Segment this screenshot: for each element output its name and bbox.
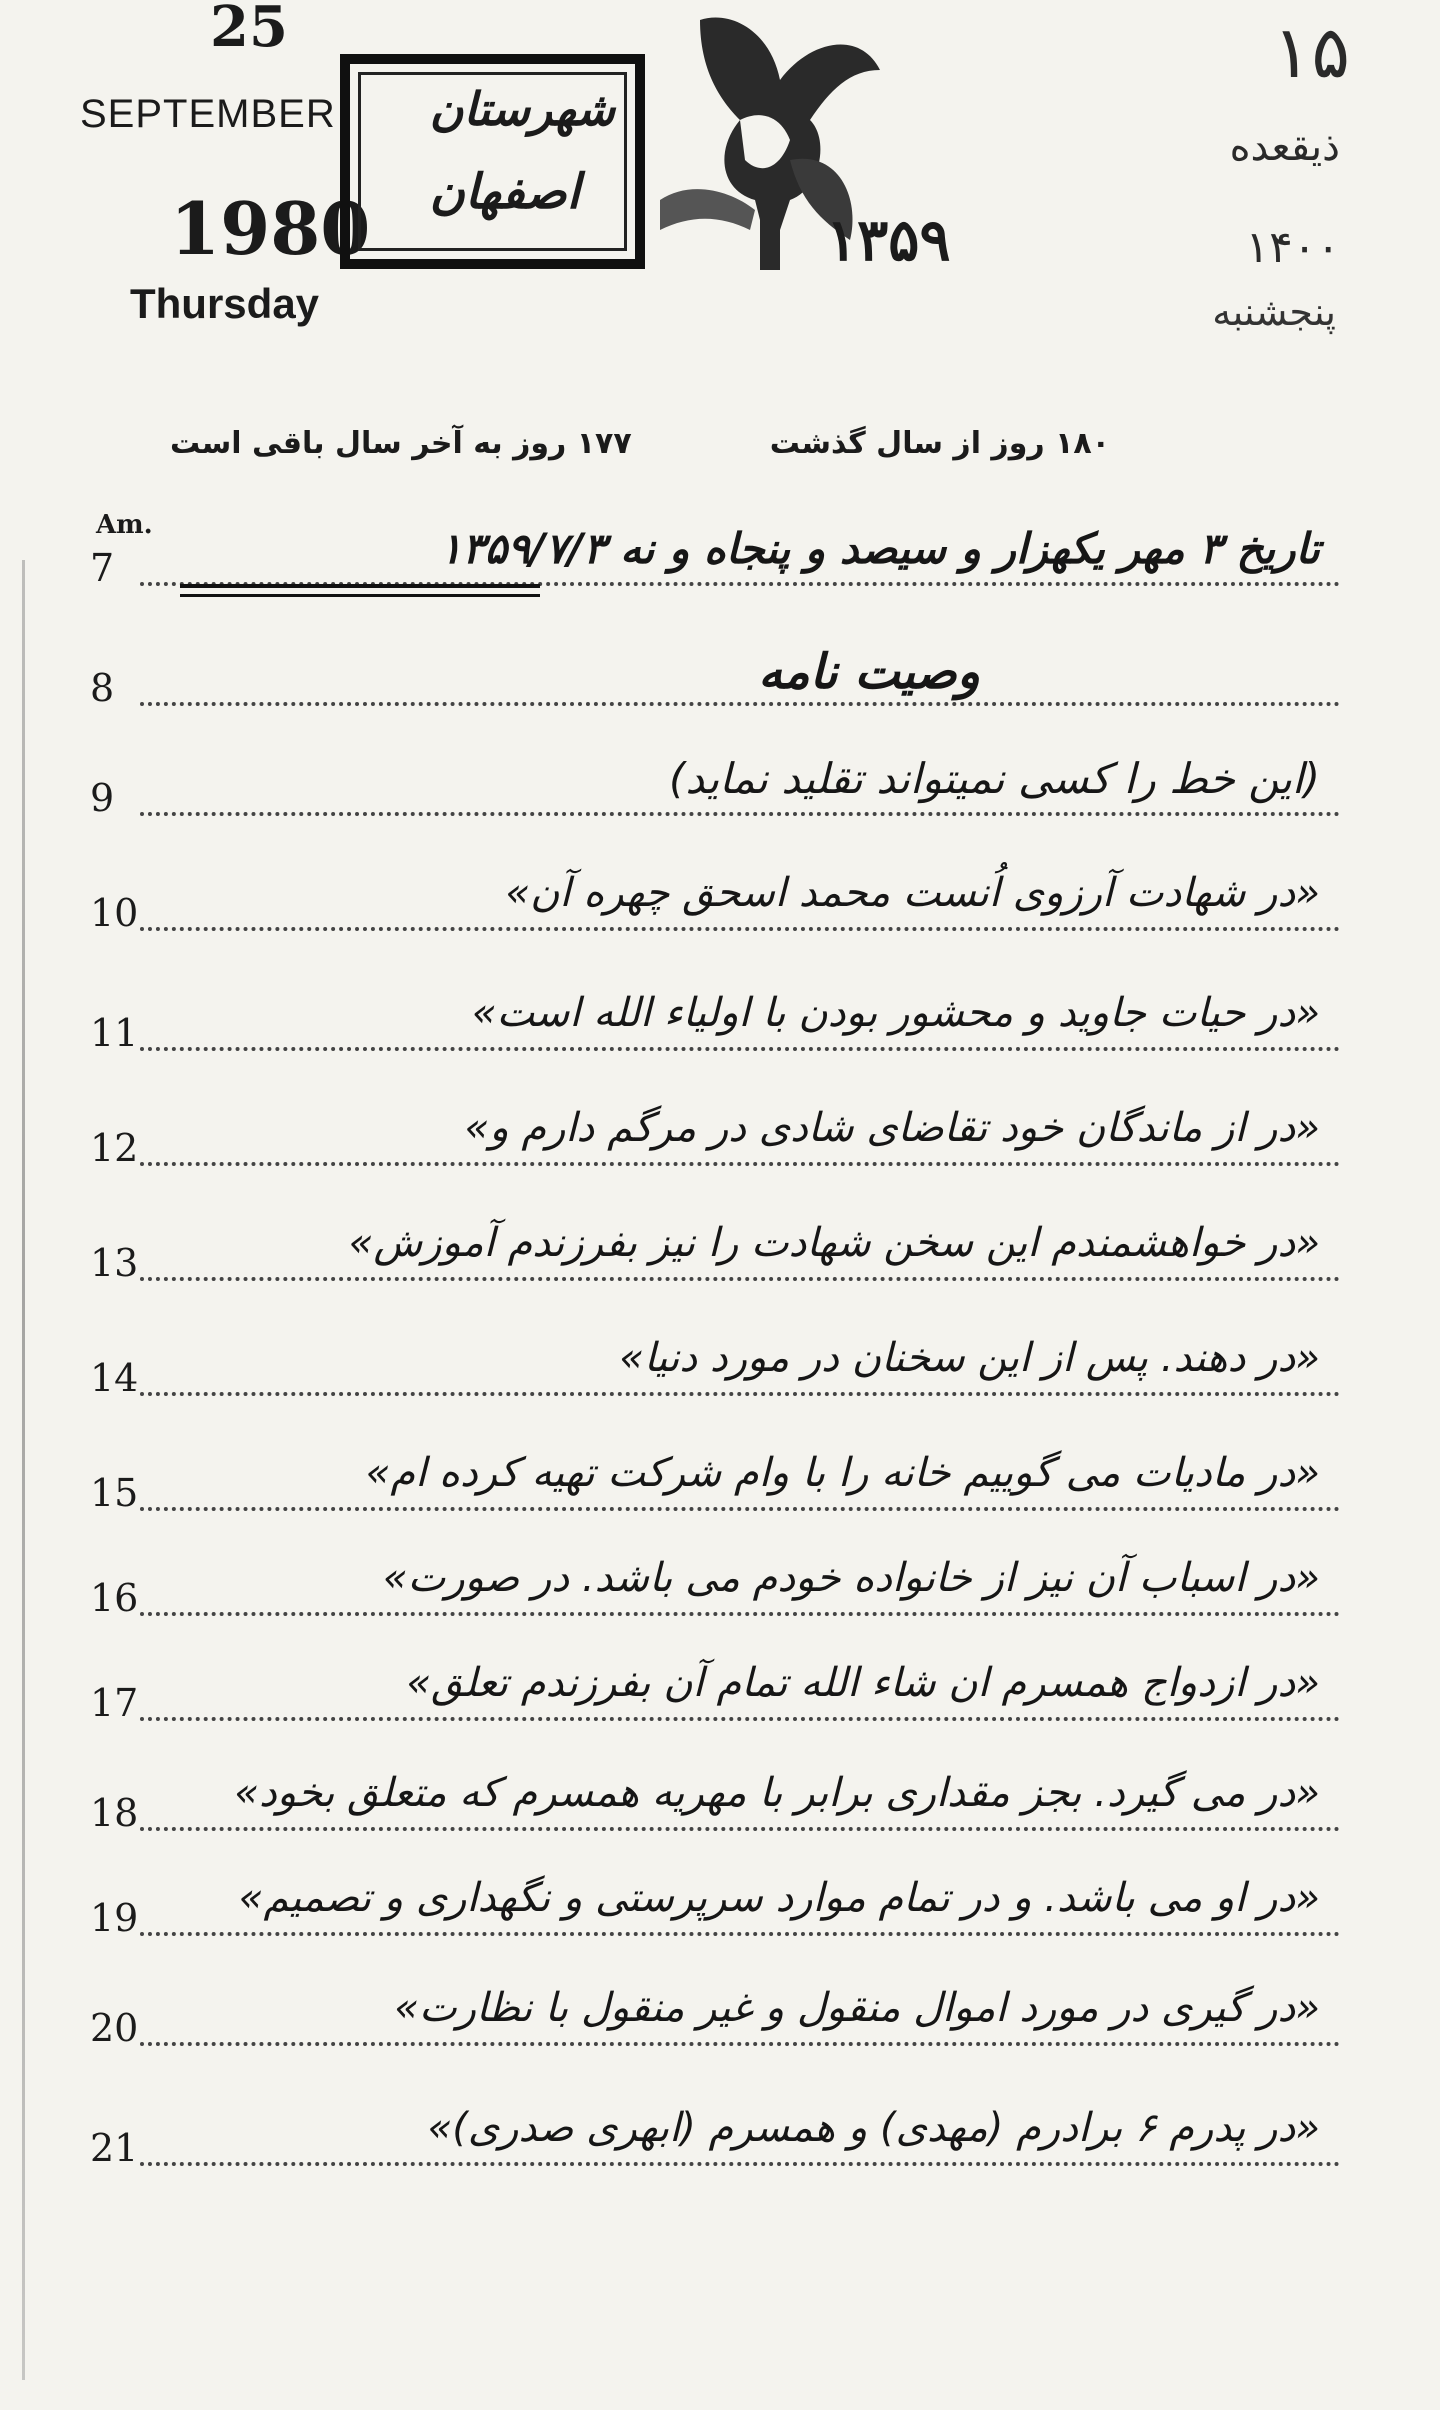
days-remaining-text: ۱۷۷ روز به آخر سال باقی است (170, 426, 632, 461)
line-number: 7 (90, 546, 115, 590)
line-number: 21 (90, 2126, 139, 2170)
line-number: 20 (90, 2006, 139, 2050)
handwritten-text: «در از ماندگان خود تقاضای شادی در مرگم دارم و» (464, 1105, 1320, 1151)
handwritten-text: «در گیری در مورد اموال منقول و غیر منقول با نظارت» (394, 1985, 1320, 2031)
diary-line (80, 1450, 1380, 1525)
dotted-rule (140, 812, 1340, 816)
diary-line (80, 644, 1380, 720)
gregorian-day: 25 (210, 0, 288, 60)
handwritten-text: «در اسباب آن نیز از خانواده خودم می باشد. در صورت» (383, 1555, 1320, 1601)
page-edge-line (22, 560, 25, 2380)
diary-line (80, 754, 1380, 830)
diary-line (80, 1660, 1380, 1735)
dotted-rule (140, 1392, 1340, 1396)
dotted-rule (140, 1047, 1340, 1051)
persian-weekday: پنجشنبه (1212, 290, 1336, 334)
dotted-rule (140, 1277, 1340, 1281)
line-number: 14 (90, 1356, 139, 1400)
diary-line (80, 1220, 1380, 1295)
dotted-rule (140, 927, 1340, 931)
hijri-month: ذیقعده (1229, 124, 1340, 170)
handwritten-text: وصیت نامه (758, 644, 980, 700)
diary-line (80, 870, 1380, 945)
days-passed-text: ۱۸۰ روز از سال گذشت (769, 426, 1110, 461)
dotted-rule (140, 1507, 1340, 1511)
stamp-line-name: اصفهان (429, 164, 580, 220)
hijri-day: ۱۵ (1272, 10, 1350, 94)
dotted-rule (140, 1932, 1340, 1936)
line-number: 18 (90, 1791, 139, 1835)
gregorian-month: SEPTEMBER (80, 92, 336, 136)
line-number: 12 (90, 1126, 139, 1170)
handwritten-text: «در دهند. پس از این سخنان در مورد دنیا» (619, 1335, 1320, 1381)
dotted-rule (140, 1162, 1340, 1166)
line-number: 11 (90, 1011, 139, 1055)
dotted-rule (140, 2162, 1340, 2166)
diary-line (80, 990, 1380, 1065)
am-label: Am. (96, 510, 153, 540)
hijri-year: ۱۴۰۰ (1245, 222, 1340, 273)
line-number: 16 (90, 1576, 139, 1620)
date-underline (180, 584, 540, 588)
dotted-rule (140, 1827, 1340, 1831)
line-number: 8 (90, 666, 115, 710)
diary-line (80, 2105, 1380, 2180)
handwritten-text: «در مادیات می گوییم خانه را با وام شرکت تهیه کرده ام» (365, 1450, 1320, 1496)
diary-line (80, 1105, 1380, 1180)
line-number: 10 (90, 891, 139, 935)
handwritten-text: تاریخ ۳ مهر یکهزار و سیصد و پنجاه و نه ۱۳۵۹/۷/۳ (439, 524, 1320, 573)
stamp-line-city: شهرستان (429, 82, 615, 136)
diary-line (80, 1555, 1380, 1630)
handwritten-text: «در شهادت آرزوی اُنست محمد اسحق چهره آن» (505, 870, 1320, 916)
persian-year: ۱۳۵۹ (826, 206, 951, 274)
line-number: 19 (90, 1896, 139, 1940)
handwritten-text: «در خواهشمندم این سخن شهادت را نیز بفرزندم آموزش» (348, 1220, 1320, 1266)
gregorian-weekday: Thursday (130, 280, 320, 327)
city-stamp (340, 54, 645, 269)
handwritten-text: «در پدرم ۶ برادرم (مهدی) و همسرم (ابهری صدری)» (427, 2105, 1320, 2151)
handwritten-text: «در ازدواج همسرم ان شاء الله تمام آن بفرزندم تعلق» (406, 1660, 1320, 1706)
handwritten-text: «در می گیرد. بجز مقداری برابر با مهریه همسرم که متعلق بخود» (234, 1770, 1320, 1816)
diary-line (80, 1770, 1380, 1845)
line-number: 9 (90, 776, 115, 820)
dotted-rule (140, 2042, 1340, 2046)
gregorian-year: 1980 (170, 186, 371, 271)
handwritten-text: (این خط را کسی نمیتواند تقلید نماید) (669, 754, 1320, 803)
date-underline (180, 594, 540, 597)
line-number: 15 (90, 1471, 139, 1515)
line-number: 17 (90, 1681, 139, 1725)
handwritten-text: «در حیات جاوید و محشور بودن با اولیاء الله است» (471, 990, 1320, 1036)
dotted-rule (140, 702, 1340, 706)
diary-line (80, 1875, 1380, 1950)
diary-line (80, 1335, 1380, 1410)
dotted-rule (140, 1717, 1340, 1721)
line-number: 13 (90, 1241, 139, 1285)
diary-line (80, 1985, 1380, 2060)
handwritten-text: «در او می باشد. و در تمام موارد سرپرستی و نگهداری و تصمیم» (238, 1875, 1320, 1921)
dotted-rule (140, 1612, 1340, 1616)
